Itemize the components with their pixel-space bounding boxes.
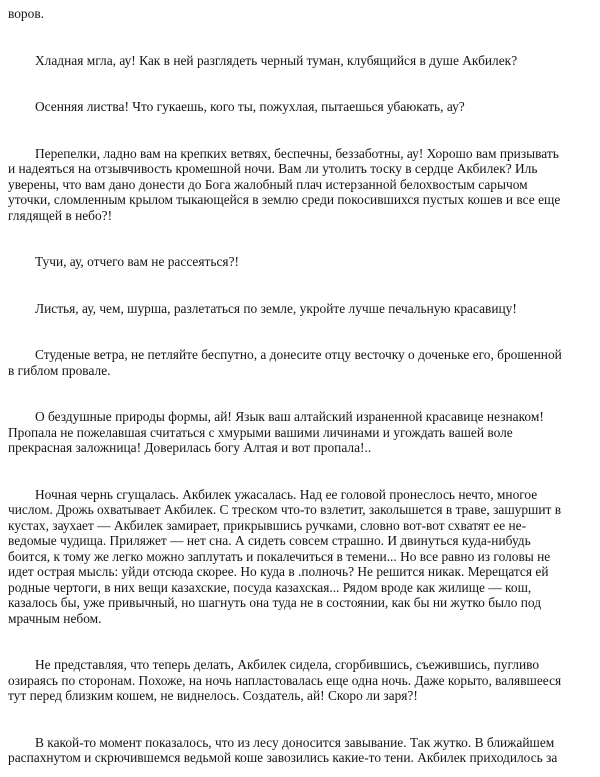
text-line: идет острая мысль: уйди отсюда скорее. Но куда в .полночь? Не решится никак. Мерещатся ей <box>8 564 549 579</box>
text-line: прекрасная заложница! Доверилась богу Алтая и вот пропала!.. <box>8 440 372 455</box>
text-line: Тучи, ау, отчего вам не рассеяться?! <box>35 254 239 269</box>
paragraph <box>8 657 592 704</box>
text-line: воров. <box>8 6 44 21</box>
text-line: Осенняя листва! Что гукаешь, кого ты, пожухлая, пытаешься убаюкать, ау? <box>35 99 465 114</box>
text-line: и надеяться на отзывчивость кромешной ночи. Вам ли утолить тоску в сердце Акбилек? Иль <box>8 161 538 176</box>
text-line: казалось бы, уже привычный, но шагнуть она туда не в состоянии, как бы ни жутко было под <box>8 595 542 610</box>
text-line: распахнутом и скрючившемся ведьмой коше завозились какие-то тени. Акбилек приходилось за <box>8 750 558 765</box>
text-line: озираясь по сторонам. Похоже, на ночь напластовалась еще одна ночь. Даже корыто, валявшееся <box>8 672 562 688</box>
paragraph <box>8 6 592 22</box>
text-line: мрачным небом. <box>8 610 102 626</box>
paragraph <box>8 347 592 378</box>
text-line: Хладная мгла, ау! Как в ней разглядеть черный туман, клубящийся в душе Акбилек? <box>35 52 518 68</box>
text-line: числом. Дрожь охватывает Акбилек. С треском что-то взлетит, заколышется в траве, зашуршит в <box>8 502 562 517</box>
paragraph <box>8 409 592 456</box>
text-line: Студеные ветра, не петляйте беспутно, а донесите отцу весточку о доченьке его, брошенной <box>35 347 562 362</box>
paragraph <box>8 99 592 115</box>
text-line: в гиблом провале. <box>8 362 111 378</box>
text-line: Перепелки, ладно вам на крепких ветвях, беспечны, беззаботны, ау! Хорошо вам призывать <box>35 145 559 161</box>
text-line: О бездушные природы формы, ай! Язык ваш алтайский израненной красавице незнаком! <box>35 409 544 424</box>
text-line: уверены, что вам дано донести до Бога жалобный плач истерзанной белохвостым сарычом <box>8 176 528 192</box>
paragraph <box>8 487 592 627</box>
text-line: тут перед близким кошем, не виднелось. Создатель, ай! Скоро ли заря?! <box>8 688 418 703</box>
paragraph <box>8 301 592 317</box>
text-line: родные чертоги, в них вещи казахские, посуда казахская... Рядом вроде как жилище — кош, <box>8 579 532 595</box>
text-line: Не представляя, что теперь делать, Акбилек сидела, сгорбившись, съежившись, пугливо <box>35 657 540 672</box>
text-line: Листья, ау, чем, шурша, разлетаться по земле, укройте лучше печальную красавицу! <box>35 300 517 316</box>
paragraph <box>8 53 592 69</box>
paragraph <box>8 146 592 224</box>
text-line: В какой-то момент показалось, что из лесу доносится завывание. Так жутко. В ближайшем <box>35 734 555 750</box>
text-line: боится, к тому же легко можно заплутать и покалечиться в темени... Но все равно из головы не <box>8 548 551 564</box>
text-line: Ночная чернь сгущалась. Акбилек ужасалась. Над ее головой пронеслось нечто, многое <box>35 486 538 502</box>
text-line: глядящей в небо?! <box>8 207 113 223</box>
paragraph <box>8 735 592 766</box>
text-line: кустах, заухает — Акбилек замирает, прикрывшись ручками, словно вот-вот схватят ее не- <box>8 517 527 533</box>
text-line: ведомые чудища. Приляжет — нет сна. А сидеть совсем страшно. И двинуться куда-нибудь <box>8 533 531 548</box>
text-line: Пропала не пожелавшая считаться с хмурыми вашими личинами и угождать вашей воле <box>8 424 513 440</box>
text-line: уточки, сломленным крылом тыкающейся в землю среди покосившихся пустых кошев и все еще <box>8 192 561 207</box>
page-text <box>8 6 592 766</box>
paragraph <box>8 254 592 270</box>
